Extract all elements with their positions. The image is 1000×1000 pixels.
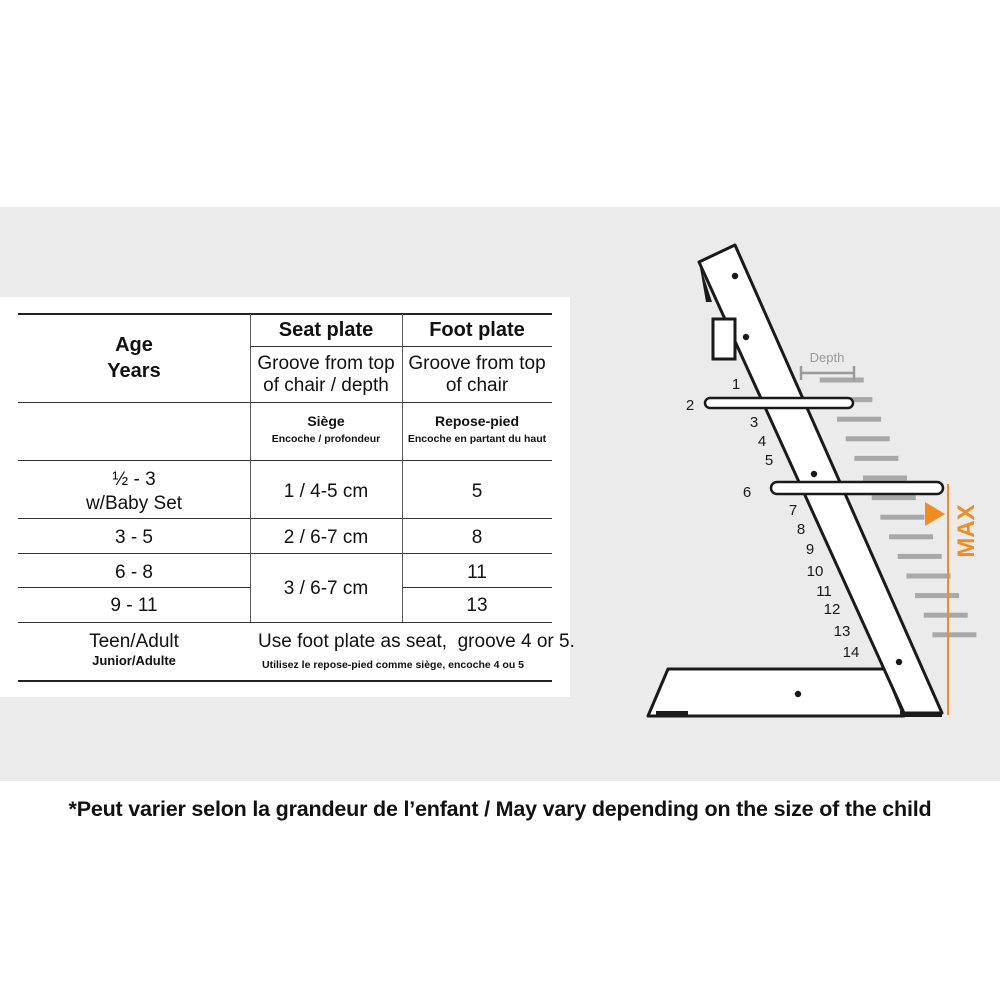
groove-bar <box>932 632 976 637</box>
foot-cell: 5 <box>471 481 483 502</box>
foot-plate-header-fr: Repose-pied <box>434 413 519 429</box>
seat-cell: 1 / 4-5 cm <box>283 481 369 502</box>
foot-plate-subheader-fr: Encoche en partant du haut <box>407 433 547 445</box>
age-cell: Teen/Adult <box>89 631 179 652</box>
chair-base <box>648 669 904 716</box>
depth-label: Depth <box>809 350 845 365</box>
age-cell: 9 - 11 <box>110 595 158 616</box>
groove-bar <box>915 593 959 598</box>
groove-number: 1 <box>731 376 741 393</box>
seat-plate <box>705 398 853 408</box>
groove-bar <box>820 378 864 383</box>
groove-number: 12 <box>823 601 841 618</box>
groove-bar <box>837 417 881 422</box>
foot-cell: 8 <box>471 527 483 548</box>
foot-cell: 13 <box>466 595 488 616</box>
seat-plate-header-fr: Siège <box>307 413 345 429</box>
groove-bar <box>898 554 942 559</box>
foot-plate-header: Foot plate <box>429 319 525 341</box>
groove-number: 5 <box>764 452 774 469</box>
max-arrow <box>925 502 945 526</box>
groove-number: 13 <box>833 623 851 640</box>
groove-bar <box>863 476 907 481</box>
groove-number: 3 <box>749 414 759 431</box>
footnote: *Peut varier selon la grandeur de l’enfant / May vary depending on the size of the child <box>68 797 932 821</box>
groove-bar <box>924 613 968 618</box>
age-cell: ½ - 3 <box>112 469 156 490</box>
foot-plate <box>771 482 943 494</box>
age-cell-fr: Junior/Adulte <box>92 653 176 668</box>
years-header: Years <box>107 360 161 382</box>
seat-cell: 2 / 6-7 cm <box>283 527 369 548</box>
groove-bar <box>854 456 898 461</box>
bolt-dot <box>811 471 817 477</box>
teen-note: Use foot plate as seat, groove 4 or 5. <box>258 631 575 652</box>
seat-plate-subheader-fr: Encoche / profondeur <box>271 433 381 445</box>
groove-bar <box>872 495 916 500</box>
groove-number: 6 <box>742 484 752 501</box>
seat-plate-header: Seat plate <box>278 319 374 341</box>
foot-plate-subheader: Groove from top of chair <box>408 353 546 396</box>
chair-foot <box>656 711 688 717</box>
seat-cell: 3 / 6-7 cm <box>283 578 369 599</box>
age-cell: 3 - 5 <box>114 527 154 548</box>
groove-number: 9 <box>805 541 815 558</box>
bolt-dot <box>896 659 902 665</box>
groove-number: 8 <box>796 521 806 538</box>
bolt-dot <box>732 273 738 279</box>
age-cell-detail: w/Baby Set <box>85 493 183 514</box>
groove-bar <box>906 574 950 579</box>
groove-number: 4 <box>757 433 767 450</box>
groove-bar <box>889 534 933 539</box>
foot-cell: 11 <box>467 562 487 583</box>
max-label: MAX <box>953 504 980 558</box>
bolt-dot <box>743 334 749 340</box>
groove-number: 10 <box>806 563 824 580</box>
groove-bar <box>846 436 890 441</box>
groove-number: 2 <box>685 397 695 414</box>
groove-number: 14 <box>842 644 860 661</box>
age-header: Age <box>115 334 153 356</box>
seat-plate-subheader: Groove from top of chair / depth <box>257 353 395 396</box>
bolt-dot <box>795 691 801 697</box>
backrest-block <box>713 319 735 359</box>
teen-note-fr: Utilisez le repose-pied comme siège, encoche 4 ou 5 <box>262 659 525 671</box>
groove-bar <box>880 515 924 520</box>
groove-number: 11 <box>816 583 832 600</box>
groove-number: 7 <box>788 502 798 519</box>
age-cell: 6 - 8 <box>114 562 154 583</box>
